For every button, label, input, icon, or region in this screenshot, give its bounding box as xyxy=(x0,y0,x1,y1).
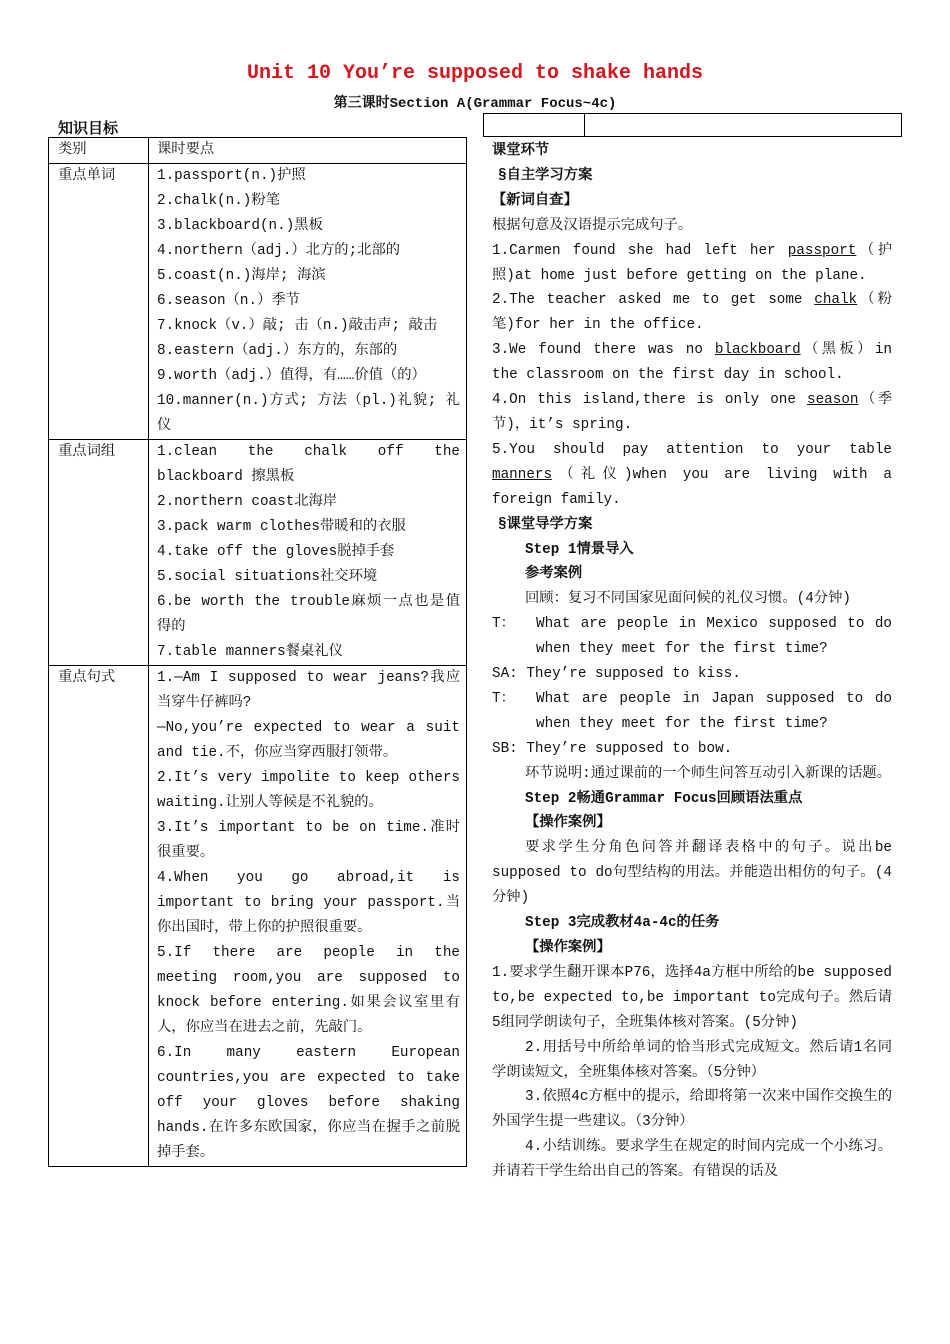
self-study-title: §自主学习方案 xyxy=(498,167,593,184)
row-category: 重点单词 xyxy=(49,164,149,440)
list-item: 1.passport(n.)护照 xyxy=(157,168,306,184)
speaker: SB: xyxy=(492,740,518,757)
task-item: 2.用括号中所给单词的恰当形式完成短文。然后请1名同学朗读短文，全班集体核对答案。（5分钟） xyxy=(492,1039,892,1081)
speaker: T： xyxy=(492,690,515,707)
answer-word: blackboard xyxy=(714,342,801,359)
list-item: 6.season（n.）季节 xyxy=(157,293,300,309)
list-item: 5.social situations社交环境 xyxy=(157,569,378,585)
table-row xyxy=(49,440,467,666)
operation-case-label: 【操作案例】 xyxy=(525,940,611,956)
list-item: 2.northern coast北海岸 xyxy=(157,494,338,510)
list-item: 9.worth（adj.）值得，有……价值（的） xyxy=(157,368,426,384)
empty-cell xyxy=(585,114,902,137)
empty-header-table xyxy=(483,113,902,137)
table-row xyxy=(49,164,467,440)
list-item: 4.take off the gloves脱掉手套 xyxy=(157,544,395,560)
list-item: 3.pack warm clothes带暖和的衣服 xyxy=(157,519,406,535)
knowledge-table xyxy=(48,137,467,1167)
row-content xyxy=(149,666,467,1167)
new-words-title: 【新词自查】 xyxy=(492,192,578,209)
list-item: 10.manner(n.)方式; 方法（pl.)礼貌; 礼仪 xyxy=(157,393,460,434)
knowledge-goals-label: 知识目标 xyxy=(58,119,119,137)
speaker: SA: xyxy=(492,666,518,683)
list-item: —No,you’re expected to wear a suit and tie.不，你应当穿西服打领带。 xyxy=(157,720,460,761)
task-item: 3.依照4c方框中的提示，给即将第一次来中国作交换生的外国学生提一些建议。（3分钟） xyxy=(492,1089,892,1131)
list-item: 7.table manners餐桌礼仪 xyxy=(157,644,343,660)
answer-word: passport xyxy=(787,242,857,259)
document-title: Unit 10 You’re supposed to shake hands xyxy=(246,62,704,85)
list-item: 5.If there are people in the meeting room,you are supposed to knock before entering.如果会议室里有人，你应当在进去之前，先敲门。 xyxy=(157,945,460,1036)
reference-case-label: 参考案例 xyxy=(525,566,583,583)
answer-word: manners xyxy=(492,466,553,483)
task-item: 1.要求学生翻开课本P76，选择4a方框中所给的be supposed to,be expected to,be important to完成句子。然后请5组同学朗读句子，全班集体核对答案。(5分钟) xyxy=(492,964,892,1031)
list-item: 6.In many eastern European countries,you are expected to take off your gloves before shaking hands.在许多东欧国家，你应当在握手之前脱掉手套。 xyxy=(157,1045,460,1161)
dialog-line: T： What are people in Mexico supposed to do when they meet for the first time? xyxy=(492,612,892,662)
header-category: 类别 xyxy=(49,138,149,164)
exercise-item: 1.Carmen found she had left her passport（护照)at home just before getting on the plane. xyxy=(492,242,893,284)
guide-title: §课堂导学方案 xyxy=(498,516,593,533)
review-text: 回顾：复习不同国家见面问候的礼仪习惯。(4分钟) xyxy=(525,591,851,608)
exercise-item: 2.The teacher asked me to get some chalk（粉笔)for her in the office. xyxy=(492,292,893,334)
row-content xyxy=(149,440,467,666)
table-header-row xyxy=(49,138,467,164)
row-category: 重点句式 xyxy=(49,666,149,1167)
list-item: 5.coast(n.)海岸; 海滨 xyxy=(157,268,326,284)
row-category: 重点词组 xyxy=(49,440,149,666)
list-item: 1.—Am I supposed to wear jeans?我应当穿牛仔裤吗? xyxy=(157,670,460,711)
list-item: 2.chalk(n.)粉笔 xyxy=(157,193,280,209)
list-item: 6.be worth the trouble麻烦一点也是值得的 xyxy=(157,594,460,635)
dialog-line: T： What are people in Japan supposed to do when they meet for the first time? xyxy=(492,687,892,737)
link-note: 环节说明:通过课前的一个师生问答互动引入新课的话题。 xyxy=(525,765,891,782)
list-item: 1.clean the chalk off the blackboard 擦黑板 xyxy=(157,444,460,485)
answer-word: chalk xyxy=(814,292,858,309)
exercise-item: 4.On this island,there is only one season（季节)，it’s spring. xyxy=(492,392,892,433)
operation-case-label: 【操作案例】 xyxy=(525,815,611,832)
speaker: T： xyxy=(492,616,515,633)
lesson-plan-column xyxy=(492,139,892,1185)
list-item: 4.northern（adj.）北方的;北部的 xyxy=(157,243,401,259)
exercise-item: 3.We found there was no blackboard（黑板）in the classroom on the first day in school. xyxy=(492,342,892,384)
step-2-heading: Step 2畅通Grammar Focus回顾语法重点 xyxy=(525,790,803,807)
class-section-label: 课堂环节 xyxy=(492,143,550,159)
list-item: 7.knock（v.）敲; 击（n.)敲击声; 敲击 xyxy=(157,318,438,334)
task-item: 4.小结训练。要求学生在规定的时间内完成一个小练习。并请若干学生给出自己的答案。有错误的话及 xyxy=(492,1139,892,1181)
list-item: 3.It’s important to be on time.准时很重要。 xyxy=(157,820,460,861)
list-item: 2.It’s very impolite to keep others waiting.让别人等候是不礼貌的。 xyxy=(157,770,460,811)
exercise-item: 5.You should pay attention to your table manners（礼仪)when you are living with a foreign family. xyxy=(492,441,892,508)
step-1-heading: Step 1情景导入 xyxy=(525,541,634,558)
dialog-line: SA: They’re supposed to kiss. xyxy=(492,666,741,683)
list-item: 4.When you go abroad,it is important to bring your passport.当你出国时，带上你的护照很重要。 xyxy=(157,870,460,936)
table-row xyxy=(49,666,467,1167)
step-3-heading: Step 3完成教材4a-4c的任务 xyxy=(525,915,720,932)
row-content xyxy=(149,164,467,440)
new-words-intro: 根据句意及汉语提示完成句子。 xyxy=(492,217,693,234)
header-points: 课时要点 xyxy=(149,138,467,164)
dialog-line: SB: They’re supposed to bow. xyxy=(492,740,733,757)
answer-word: season xyxy=(807,392,859,409)
empty-cell xyxy=(484,114,585,137)
step-2-text: 要求学生分角色问答并翻译表格中的句子。说出be supposed to do句型结构的用法。并能造出相仿的句子。(4分钟) xyxy=(492,840,892,907)
list-item: 3.blackboard(n.)黑板 xyxy=(157,218,323,234)
list-item: 8.eastern（adj.）东方的，东部的 xyxy=(157,343,398,359)
document-subtitle: 第三课时Section A(Grammar Focus~4c) xyxy=(333,96,617,112)
